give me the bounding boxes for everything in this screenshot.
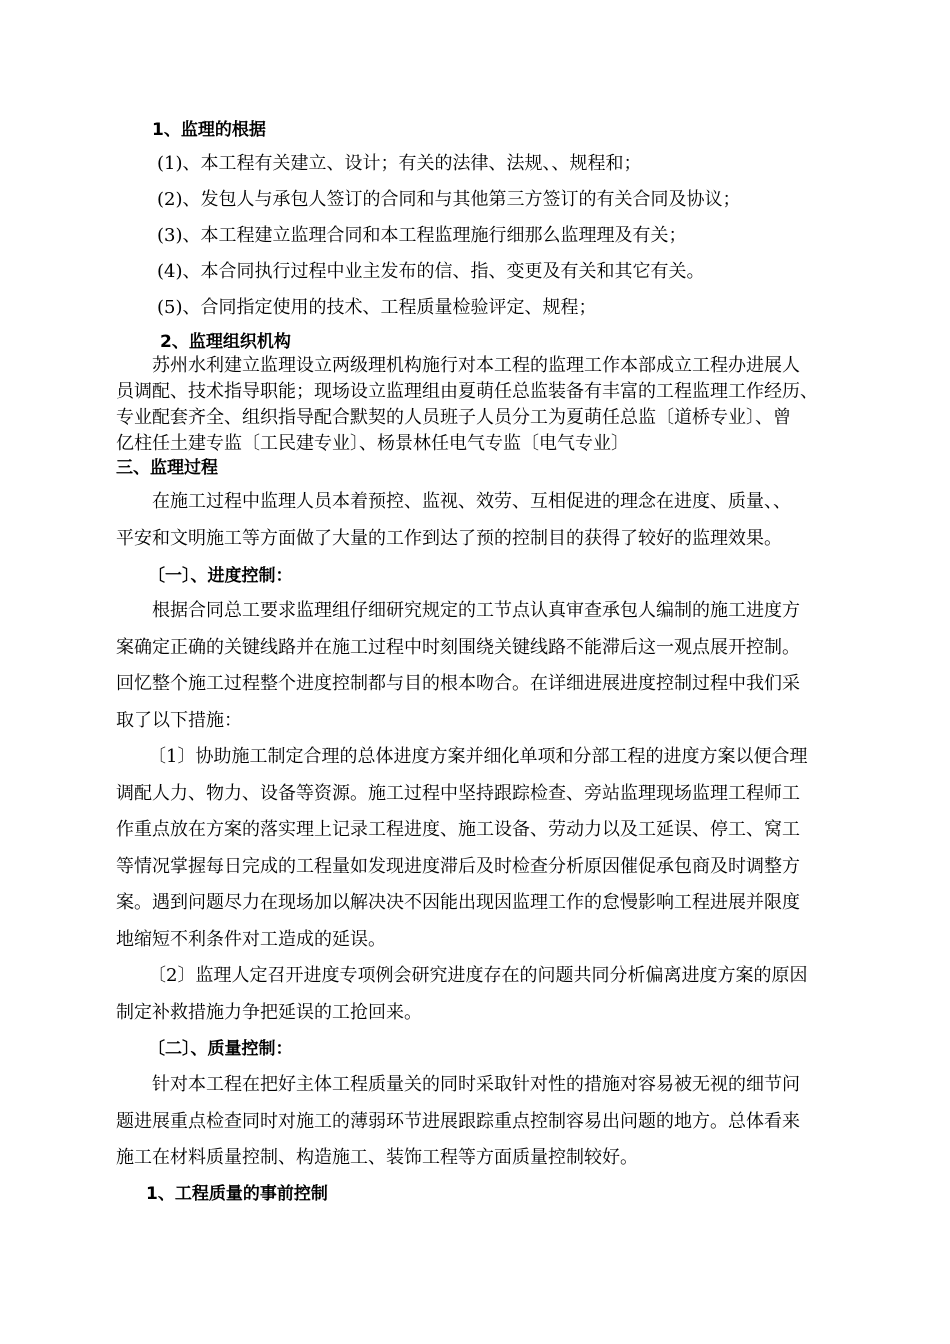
paragraph-line: 案。遇到问题尽力在现场加以解决决不因能出现因监理工作的怠慢影响工程进展并限度: [116, 892, 800, 913]
section2-heading: 2、监理组织机构: [160, 332, 291, 352]
paragraph-line: 题进展重点检查同时对施工的薄弱环节进展跟踪重点控制容易出问题的地方。总体看来: [116, 1111, 800, 1132]
paragraph-line: 苏州水利建立监理设立两级理机构施行对本工程的监理工作本部成立工程办进展人: [152, 355, 800, 376]
quality-sub1-heading: 1、工程质量的事前控制: [146, 1184, 328, 1204]
paragraph-line: 〔2〕监理人定召开进度专项例会研究进度存在的问题共同分析偏离进度方案的原因: [148, 965, 808, 986]
progress-heading: 〔一〕、进度控制：: [148, 566, 293, 586]
list-item: (4)、本合同执行过程中业主发布的信、指、变更及有关和其它有关。: [157, 261, 705, 282]
paragraph-line: 针对本工程在把好主体工程质量关的同时采取针对性的措施对容易被无视的细节问: [152, 1074, 800, 1095]
paragraph-line: 平安和文明施工等方面做了大量的工作到达了预的控制目的获得了较好的监理效果。: [116, 528, 782, 549]
quality-heading: 〔二〕、质量控制：: [148, 1039, 293, 1059]
paragraph-line: 回忆整个施工过程整个进度控制都与目的根本吻合。在详细进展进度控制过程中我们采: [116, 673, 800, 694]
paragraph-line: 取了以下措施：: [116, 710, 242, 731]
paragraph-line: 施工在材料质量控制、构造施工、装饰工程等方面质量控制较好。: [116, 1147, 638, 1168]
list-item: (3)、本工程建立监理合同和本工程监理施行细那么监理理及有关；: [157, 225, 687, 246]
paragraph-line: 〔1〕协助施工制定合理的总体进度方案并细化单项和分部工程的进度方案以便合理: [148, 746, 808, 767]
section1-heading: 1、监理的根据: [152, 120, 266, 140]
paragraph-line: 案确定正确的关键线路并在施工过程中时刻围绕关键线路不能滞后这一观点展开控制。: [116, 637, 800, 658]
paragraph-line: 专业配套齐全、组织指导配合默契的人员班子人员分工为夏萌任总监〔道桥专业〕、曾: [116, 407, 791, 428]
paragraph-line: 员调配、技术指导职能；现场设立监理组由夏萌任总监装备有丰富的工程监理工作经历、: [116, 381, 818, 402]
paragraph-line: 等情况掌握每日完成的工程量如发现进度滞后及时检查分析原因催促承包商及时调整方: [116, 856, 800, 877]
section3-heading: 三、监理过程: [116, 458, 218, 478]
paragraph-line: 制定补救措施力争把延误的工抢回来。: [116, 1002, 422, 1023]
list-item: (2)、发包人与承包人签订的合同和与其他第三方签订的有关合同及协议；: [157, 189, 741, 210]
list-item: (5)、合同指定使用的技术、工程质量检验评定、规程；: [157, 297, 597, 318]
paragraph-line: 在施工过程中监理人员本着预控、监视、效劳、互相促进的理念在进度、质量、、: [152, 491, 791, 512]
paragraph-line: 调配人力、物力、设备等资源。施工过程中坚持跟踪检查、旁站监理现场监理工程师工: [116, 783, 800, 804]
paragraph-line: 亿柱任土建专监〔工民建专业〕、杨景林任电气专监〔电气专业〕: [116, 433, 629, 454]
paragraph-line: 根据合同总工要求监理组仔细研究规定的工节点认真审查承包人编制的施工进度方: [152, 600, 800, 621]
paragraph-line: 地缩短不利条件对工造成的延误。: [116, 929, 386, 950]
paragraph-line: 作重点放在方案的落实理上记录工程进度、施工设备、劳动力以及工延误、停工、窝工: [116, 819, 800, 840]
list-item: (1)、本工程有关建立、设计；有关的法律、法规、、规程和；: [157, 153, 642, 174]
